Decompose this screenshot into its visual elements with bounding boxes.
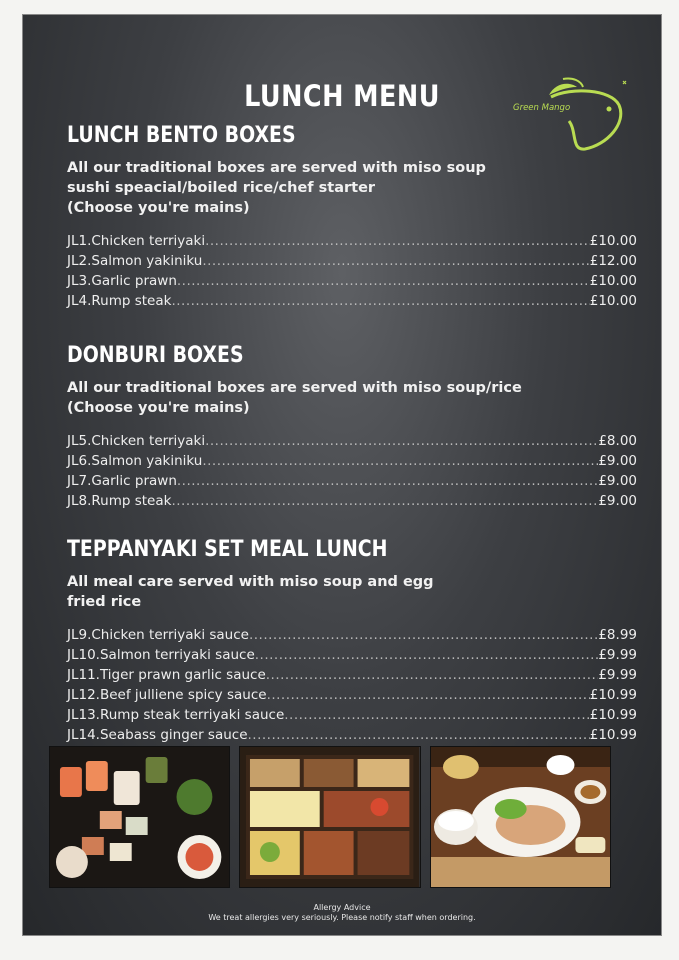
section-title: LUNCH BENTO BOXES bbox=[67, 123, 296, 148]
menu-item: JL13.Rump steak terriyaki sauce ..... £10.99 bbox=[67, 705, 637, 725]
section-description: All our traditional boxes are served with miso soup sushi speacial/boiled rice/chef starter (Choose you're mains) bbox=[67, 160, 486, 216]
menu-item: JL5.Chicken terriyaki ..... £8.00 bbox=[67, 431, 637, 451]
menu-item: JL4.Rump steak ..... £10.00 bbox=[67, 291, 637, 311]
section-title: DONBURI BOXES bbox=[67, 343, 244, 368]
sushi-platter-image bbox=[49, 746, 230, 888]
allergy-text: We treat allergies very seriously. Please notify staff when ordering. bbox=[208, 913, 476, 922]
menu-items bbox=[67, 625, 637, 745]
section-donburi bbox=[67, 343, 637, 511]
section-description: All meal care served with miso soup and egg fried rice bbox=[67, 574, 434, 610]
menu-item: JL7.Garlic prawn ..... £9.00 bbox=[67, 471, 637, 491]
menu-item: JL2.Salmon yakiniku ..... £12.00 bbox=[67, 251, 637, 271]
menu-item: JL3.Garlic prawn ..... £10.00 bbox=[67, 271, 637, 291]
menu-item: JL10.Salmon terriyaki sauce ..... £9.99 bbox=[67, 645, 637, 665]
allergy-heading: Allergy Advice bbox=[313, 903, 371, 912]
section-teppanyaki bbox=[67, 537, 637, 745]
menu-items bbox=[67, 231, 637, 311]
page-title: LUNCH MENU bbox=[244, 79, 440, 113]
menu-item: JL12.Beef julliene spicy sauce ..... £10.99 bbox=[67, 685, 637, 705]
menu-item: JL11.Tiger prawn garlic sauce ..... £9.99 bbox=[67, 665, 637, 685]
allergy-advice bbox=[23, 903, 661, 923]
logo-text: Green Mango bbox=[513, 103, 571, 113]
menu-item: JL6.Salmon yakiniku ..... £9.00 bbox=[67, 451, 637, 471]
menu-item: JL1.Chicken terriyaki ..... £10.00 bbox=[67, 231, 637, 251]
menu-item: JL8.Rump steak ..... £9.00 bbox=[67, 491, 637, 511]
section-lunch-bento bbox=[67, 123, 637, 311]
menu-item: JL14.Seabass ginger sauce ..... £10.99 bbox=[67, 725, 637, 745]
menu-item: JL9.Chicken terriyaki sauce ..... £8.99 bbox=[67, 625, 637, 645]
menu-sheet bbox=[22, 14, 662, 936]
teppanyaki-set-meal-image bbox=[430, 746, 611, 888]
food-photos bbox=[49, 746, 611, 886]
section-title: TEPPANYAKI SET MEAL LUNCH bbox=[67, 537, 388, 562]
menu-items bbox=[67, 431, 637, 511]
bento-boxes-image bbox=[239, 746, 420, 888]
section-description: All our traditional boxes are served with miso soup/rice (Choose you're mains) bbox=[67, 380, 522, 416]
